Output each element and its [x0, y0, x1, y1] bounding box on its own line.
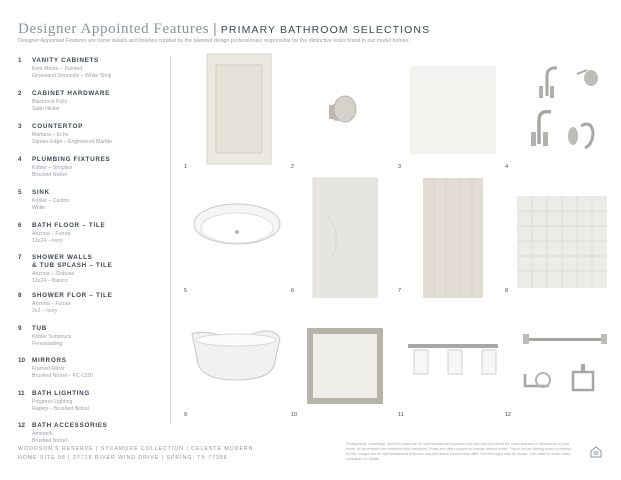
- selection-detail-1: Arizona – Shibusa: [32, 271, 75, 277]
- selection-detail-2: Brushed Nickel – FC-1320: [32, 373, 93, 379]
- selection-number: 8: [18, 292, 22, 299]
- gallery-item-cabinet-knob: [287, 52, 393, 174]
- sink-icon: [180, 176, 286, 298]
- gallery-item-mosaic-tile: [501, 176, 607, 298]
- selection-detail-1: Kohler Sunstruck: [32, 334, 72, 340]
- gallery-item-vanity-light: [394, 300, 500, 422]
- gallery-label: 7: [398, 288, 402, 294]
- gallery-label: 11: [398, 412, 404, 418]
- selection-title: BATH ACCESSORIES: [32, 422, 108, 429]
- vanity-light-icon: [394, 300, 500, 422]
- gallery-item-bath-accessories: [501, 300, 607, 422]
- gallery-label: 2: [291, 164, 295, 170]
- selection-detail-2: Square Edge – Engineered Marble: [32, 139, 112, 145]
- gallery-label: 6: [291, 288, 295, 294]
- gallery-label: 12: [505, 412, 512, 418]
- gallery-label: 3: [398, 164, 402, 170]
- gallery-item-bathtub: [180, 300, 286, 422]
- selection-detail-1: Arizona – Futura: [32, 231, 71, 237]
- bath-accessories-icon: [501, 300, 607, 422]
- legal-disclaimer: Photographs, renderings, and floor plans are for representational purposes only and may not reflect the exact features or dimensions of your home. All dimensions are subject to field variations. Prices and offers subject to change without notice. This is not an offering where prohibited by law. Images are for representational purposes only and actual product may differ. Not all images may be shown. See online or onsite sales consultant for details.: [346, 442, 572, 461]
- product-gallery: [180, 52, 610, 432]
- gallery-item-sink: [180, 176, 286, 298]
- gallery-item-cabinet-door: [180, 52, 286, 174]
- gallery-label: 8: [505, 288, 509, 294]
- gallery-item-mirror: [287, 300, 393, 422]
- selection-number: 5: [18, 189, 22, 196]
- gallery-item-wall-tile: [394, 176, 500, 298]
- gallery-label: 9: [184, 412, 188, 418]
- selection-title: MIRRORS: [32, 357, 67, 364]
- selection-detail-2: 12x24 – Ivory: [32, 238, 64, 244]
- selection-number: 1: [18, 57, 22, 64]
- selection-detail-2: White: [32, 205, 46, 211]
- selection-number: 6: [18, 222, 22, 229]
- floor-tile-icon: [287, 176, 393, 298]
- page-subtitle: PRIMARY BATHROOM SELECTIONS: [220, 24, 431, 36]
- selection-title: BATH FLOOR – TILE: [32, 222, 106, 229]
- selection-title: PLUMBING FIXTURES: [32, 156, 111, 163]
- selection-title: SHOWER WALLS & TUB SPLASH – TILE: [32, 254, 113, 269]
- footer-community-line: WOODSON'S RESERVE | SYCAMORE COLLECTION | CELESTE MODERN: [18, 446, 254, 452]
- gallery-item-plumbing-fixtures: [501, 52, 607, 174]
- selection-title: COUNTERTOP: [32, 123, 83, 130]
- selection-number: 9: [18, 325, 22, 332]
- gallery-item-floor-tile: [287, 176, 393, 298]
- selection-detail-1: Arizona – Futura: [32, 301, 71, 307]
- faucet-set-icon: [501, 52, 607, 174]
- gallery-label: 5: [184, 288, 188, 294]
- gallery-label: 4: [505, 164, 509, 170]
- bathtub-icon: [180, 300, 286, 422]
- wall-tile-icon: [394, 176, 500, 298]
- mirror-icon: [287, 300, 393, 422]
- selection-detail-1: Blackrock Pulls: [32, 99, 68, 105]
- selection-title: BATH LIGHTING: [32, 390, 90, 397]
- selection-title: SHOWER FLOR – TILE: [32, 292, 113, 299]
- selection-detail-1: Kohler – Caxton: [32, 198, 70, 204]
- title-separator: |: [213, 20, 217, 36]
- selection-detail-2: Groveland Doorstyle – White Shoji: [32, 73, 112, 79]
- selection-detail-1: Kohler – Simplice: [32, 165, 73, 171]
- selection-number: 2: [18, 90, 22, 97]
- intro-text: Designer Appointed Features are home details and finishes curated by the talented design professionals responsible for the distinctive looks found in our model homes.: [18, 38, 410, 44]
- selection-detail-1: Progress Lighting: [32, 399, 73, 405]
- selection-number: 3: [18, 123, 22, 130]
- cabinet-door-icon: [180, 52, 286, 174]
- equal-housing-opportunity-icon: [590, 446, 602, 458]
- selection-detail-1: Marfana – Echo: [32, 132, 69, 138]
- countertop-swatch-icon: [394, 52, 500, 174]
- selection-title: VANITY CABINETS: [32, 57, 99, 64]
- footer-address: [18, 445, 253, 463]
- gallery-label: 10: [291, 412, 298, 418]
- selection-number: 7: [18, 254, 22, 261]
- selection-title: CABINET HARDWARE: [32, 90, 111, 97]
- selection-detail-2: Rapley – Brushed Nickel: [32, 406, 89, 412]
- gallery-label: 1: [184, 164, 188, 170]
- selection-number: 10: [18, 357, 26, 364]
- gallery-item-countertop: [394, 52, 500, 174]
- selection-detail-1: Kent Moore – Painted: [32, 66, 83, 72]
- page-title: Designer Appointed Features: [18, 21, 210, 37]
- selection-title: SINK: [32, 189, 50, 196]
- cabinet-knob-icon: [287, 52, 393, 174]
- selection-detail-1: Amerock: [32, 431, 53, 437]
- selection-number: 11: [18, 390, 25, 397]
- column-divider: [170, 56, 171, 424]
- selection-number: 4: [18, 156, 22, 163]
- selection-detail-2: Freestanding: [32, 341, 63, 347]
- footer-homesite-line: HOME SITE 58 | 27718 RIVER WIND DRIVE | SPRING, TX 77386: [18, 455, 228, 461]
- selection-detail-2: Satin Nickel: [32, 106, 60, 112]
- mosaic-tile-icon: [501, 176, 607, 298]
- selection-detail-1: Framed Mirror: [32, 366, 65, 372]
- selection-detail-2: 12x24 – Bianco: [32, 278, 68, 284]
- selection-detail-2: Brushed Nickel: [32, 438, 67, 444]
- selection-title: TUB: [32, 325, 48, 332]
- selection-detail-2: 2x2 – Ivory: [32, 308, 58, 314]
- selection-number: 12: [18, 422, 26, 429]
- page-header: [18, 20, 430, 38]
- selection-detail-2: Brushed Nickel: [32, 172, 67, 178]
